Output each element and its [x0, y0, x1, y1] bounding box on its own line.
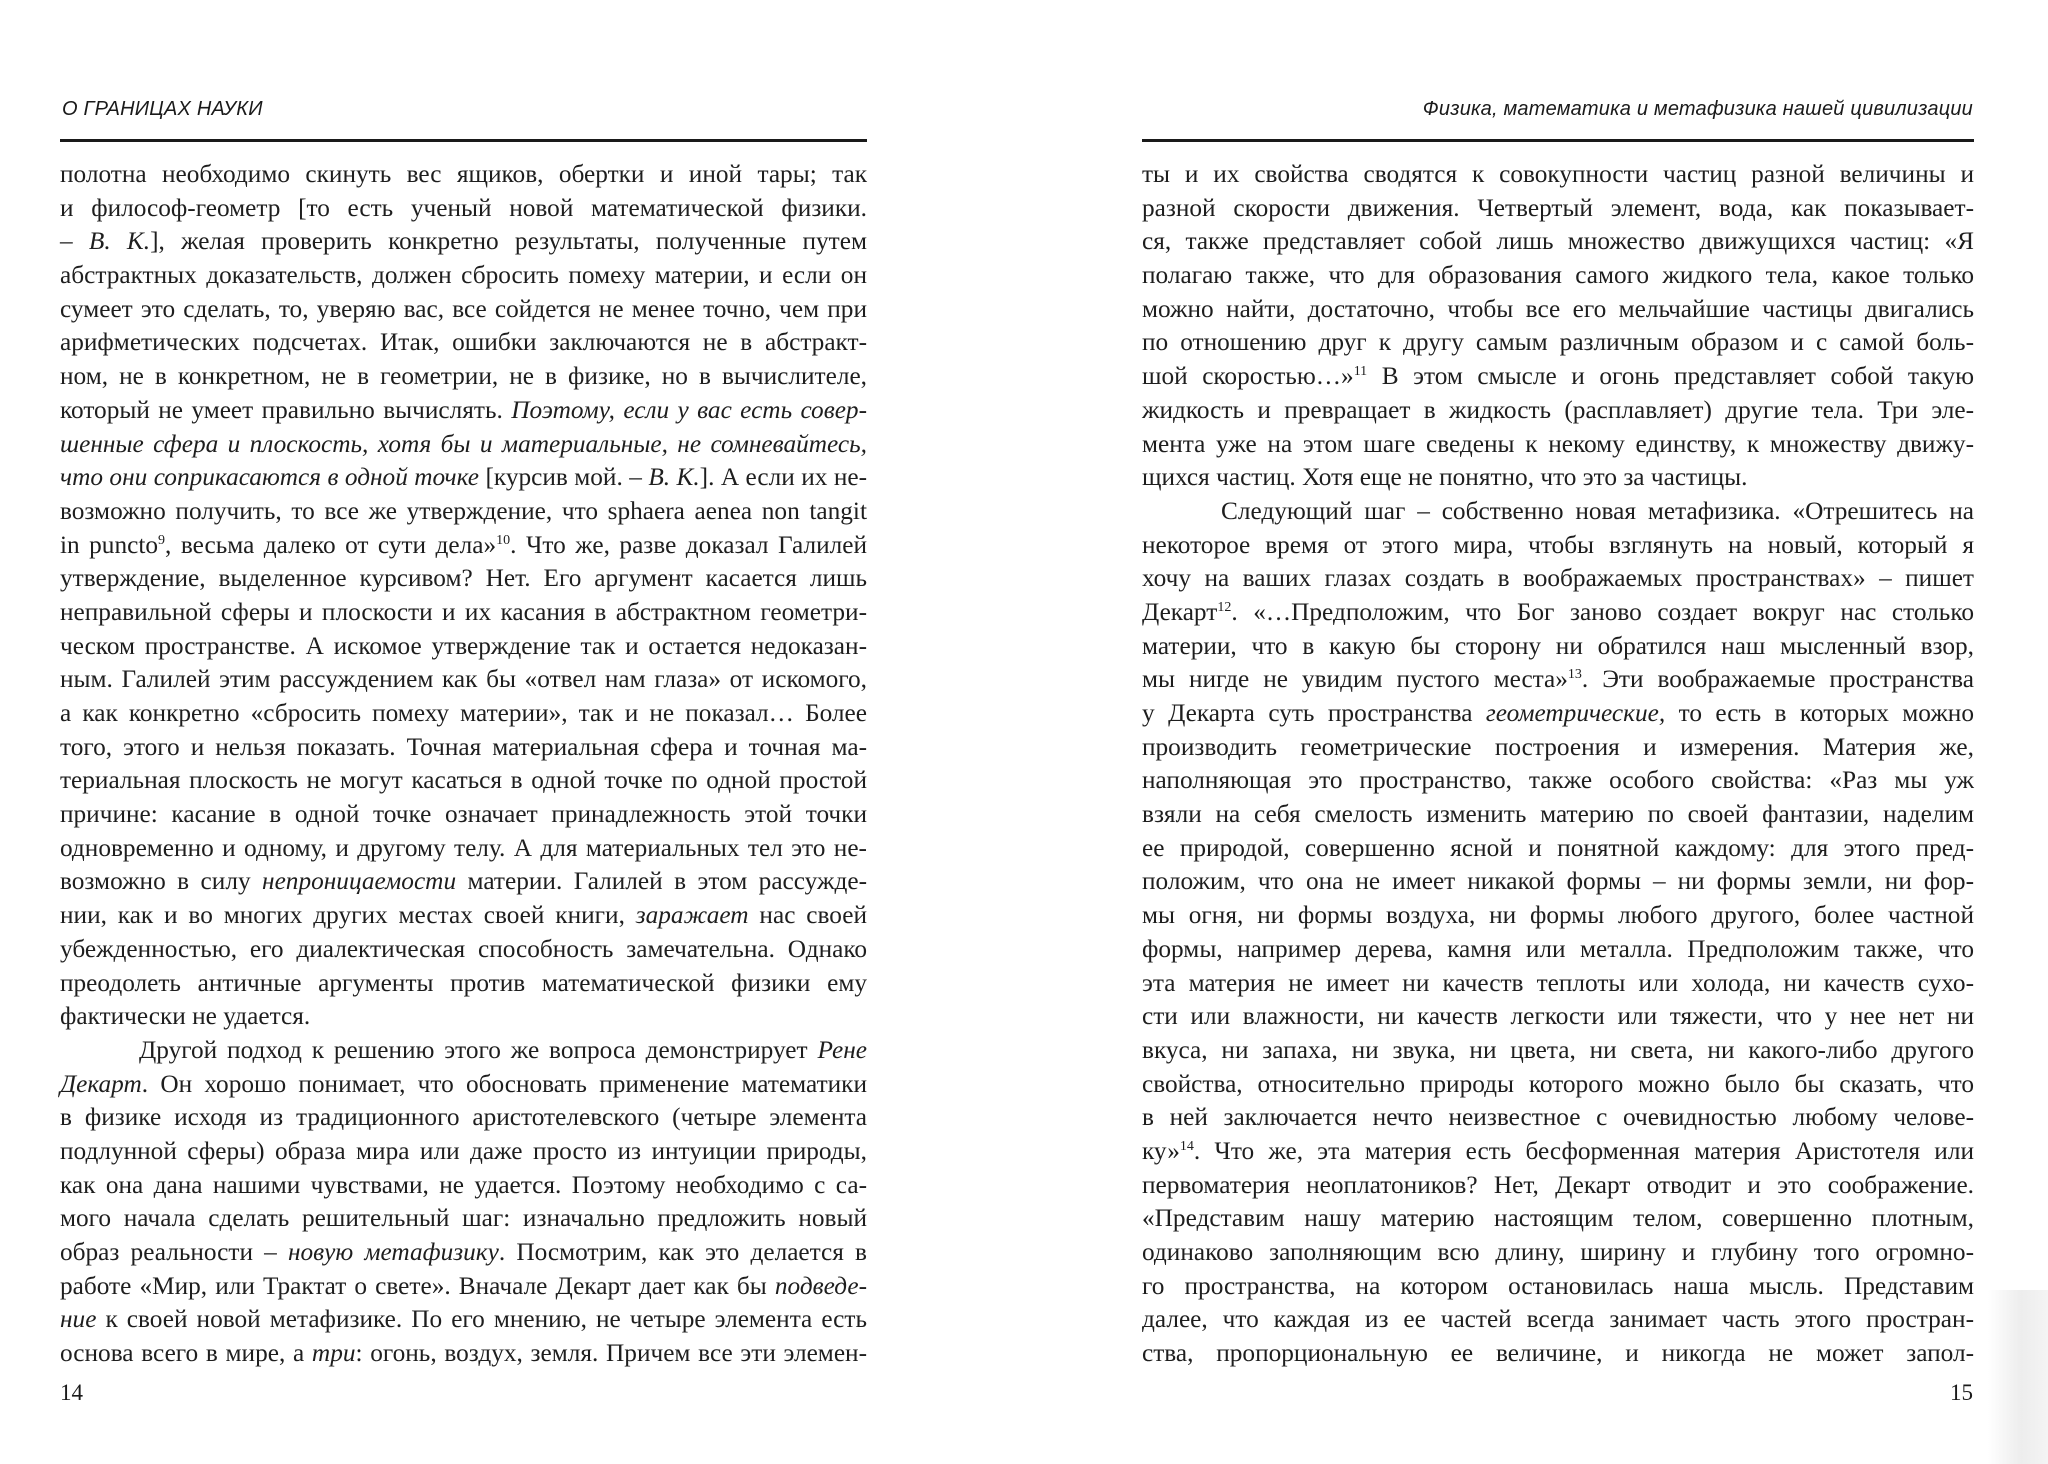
text-line: взяли на себя смелость изменить материю по своей фантазии, наделим: [1142, 800, 1974, 829]
text-line: ства, пропорциональную ее величине, и никогда не может запол-: [1142, 1339, 1974, 1368]
text-line: того, этого и нельзя показать. Точная материальная сфера и точная ма-: [60, 732, 867, 761]
text-line: Декарт$^{12}$. «…Предположим, что Бог заново создает вокруг нас столько: [1142, 597, 1974, 626]
page-number: 15: [1950, 1380, 1973, 1405]
page-number: 14: [60, 1380, 83, 1405]
text-line: – В. К.], желая проверить конкретно результаты, полученные путем: [60, 227, 867, 256]
text-line: который не умеет правильно вычислять. Поэтому, если у вас есть совер-: [60, 395, 867, 424]
text-line: разной скорости движения. Четвертый элемент, вода, как показывает-: [1142, 193, 1974, 222]
text-line: подлунной сферы) образа мира или даже просто из интуиции природы,: [60, 1136, 867, 1165]
text-line: причине: касание в одной точке означает принадлежность этой точки: [60, 800, 867, 829]
text-line: по отношению друг к другу самым различным образом и с самой боль-: [1142, 328, 1974, 357]
text-line: возможно получить, то все же утверждение, что sphaera aenea non tangit: [60, 496, 867, 525]
text-line: положим, что она не имеет никакой формы – ни формы земли, ни фор-: [1142, 867, 1974, 896]
text-line: как она дана нашими чувствами, не удается. Поэтому необходимо с са-: [60, 1170, 867, 1199]
text-line: нии, как и во многих других местах своей книги, заражает нас своей: [60, 901, 867, 930]
text-line: убежденностью, его диалектическая способность замечательна. Однако: [60, 934, 867, 963]
text-line: сумеет это сделать, то, уверяю вас, все сойдется не менее точно, чем при: [60, 294, 867, 323]
text-line: полагаю также, что для образования самого жидкого тела, какое только: [1142, 261, 1974, 290]
body-text: [60, 158, 867, 1371]
text-line: и философ-геометр [то есть ученый новой математической физики.: [60, 193, 867, 222]
text-line: а как конкретно «сбросить помеху материи», так и не показал… Более: [60, 699, 867, 727]
text-line: работе «Мир, или Трактат о свете». Вначале Декарт дает как бы подведе-: [60, 1271, 867, 1300]
page-curl-shadow: [1988, 1290, 2048, 1464]
text-line: одновременно и одному, и другому телу. А для материальных тел это не-: [60, 833, 867, 862]
text-line: преодолеть античные аргументы против математической физики ему: [60, 968, 867, 997]
text-line: вкуса, ни запаха, ни звука, ни цвета, ни света, ни какого-либо другого: [1142, 1035, 1974, 1064]
text-line: in puncto$^9$, весьма далеко от сути дела»$^{10}$. Что же, разве доказал Галилей: [60, 530, 867, 559]
text-line: ческом пространстве. А искомое утверждение так и остается недоказан-: [60, 631, 867, 660]
text-line: первоматерия неоплатоников? Нет, Декарт отводит и это соображение.: [1142, 1170, 1974, 1199]
text-line: образ реальности – новую метафизику. Посмотрим, как это делается в: [60, 1238, 867, 1266]
text-line: неправильной сферы и плоскости и их касания в абстрактном геометри-: [60, 597, 867, 626]
body-text: [1142, 158, 1974, 1371]
text-line: шенные сфера и плоскость, хотя бы и материальные, не сомневайтесь,: [60, 429, 867, 458]
text-line: фактически не удается.: [60, 1002, 311, 1031]
text-line: абстрактных доказательств, должен сбросить помеху материи, и если он: [60, 261, 867, 290]
text-line: ном, не в конкретном, не в геометрии, не в физике, но в вычислителе,: [60, 362, 867, 391]
text-line: материи, что в какую бы сторону ни обратился наш мысленный взор,: [1142, 631, 1974, 660]
text-line: ее природой, совершенно ясной и понятной каждому: для этого пред-: [1142, 833, 1974, 862]
text-line: «Представим нашу материю настоящим телом, совершенно плотным,: [1142, 1204, 1974, 1233]
text-line: жидкость и превращает в жидкость (расплавляет) другие тела. Три эле-: [1142, 395, 1974, 424]
text-line: формы, например дерева, камня или металла. Предположим также, что: [1142, 934, 1974, 963]
text-line: далее, что каждая из ее частей всегда занимает часть этого простран-: [1142, 1305, 1974, 1334]
right-page: [1024, 0, 2048, 1464]
text-line: в ней заключается нечто неизвестное с очевидностью любому челове-: [1142, 1103, 1974, 1132]
text-line: ты и их свойства сводятся к совокупности частиц разной величины и: [1142, 160, 1974, 188]
text-line: мы огня, ни формы воздуха, ни формы любого другого, более частной: [1142, 901, 1974, 930]
text-line: что они соприкасаются в одной точке [курсив мой. – В. К.]. А если их не-: [60, 463, 868, 492]
text-line: свойства, относительно природы которого можно было бы сказать, что: [1142, 1069, 1974, 1098]
text-line: мента уже на этом шаге сведены к некому единству, к множеству движу-: [1142, 429, 1974, 458]
header-rule: [60, 139, 867, 142]
header-rule: [1142, 139, 1974, 142]
text-line: териальная плоскость не могут касаться в одной точке по одной простой: [60, 766, 867, 795]
text-line: мы нигде не увидим пустого места»$^{13}$. Эти воображаемые пространства: [1142, 665, 1974, 694]
text-line: некоторое время от этого мира, чтобы взглянуть на новый, который я: [1142, 530, 1974, 559]
text-line: ку»$^{14}$. Что же, эта материя есть бесформенная материя Аристотеля или: [1142, 1136, 1974, 1165]
text-line: ся, также представляет собой лишь множество движущихся частиц: «Я: [1142, 227, 1974, 256]
text-line: го пространства, на котором остановилась наша мысль. Представим: [1142, 1271, 1974, 1300]
text-line: Другой подход к решению этого же вопроса демонстрирует Рене: [139, 1035, 867, 1064]
text-line: в физике исходя из традиционного аристотелевского (четыре элемента: [60, 1103, 867, 1132]
text-line: полотна необходимо скинуть вес ящиков, обертки и иной тары; так: [60, 160, 867, 188]
text-line: мого начала сделать решительный шаг: изначально предложить новый: [60, 1204, 867, 1233]
running-head: Физика, математика и метафизика нашей цивилизации: [1422, 98, 1973, 120]
text-line: Декарт. Он хорошо понимает, что обосновать применение математики: [60, 1069, 867, 1098]
text-line: ным. Галилей этим рассуждением как бы «отвел нам глаза» от искомого,: [60, 665, 867, 694]
text-line: сти или влажности, ни качеств легкости или тяжести, что у нее нет ни: [1142, 1002, 1974, 1031]
text-line: щихся частиц. Хотя еще не понятно, что это за частицы.: [1142, 463, 1748, 492]
text-line: производить геометрические построения и измерения. Материя же,: [1142, 732, 1974, 761]
text-line: наполняющая это пространство, также особого свойства: «Раз мы уж: [1142, 766, 1974, 795]
text-line: основа всего в мире, а три: огонь, воздух, земля. Причем все эти элемен-: [60, 1339, 868, 1368]
text-line: эта материя не имеет ни качеств теплоты или холода, ни качеств сухо-: [1142, 968, 1974, 997]
text-line: ние к своей новой метафизике. По его мнению, не четыре элемента есть: [60, 1305, 867, 1334]
text-line: одинаково заполняющим всю длину, ширину и глубину того огромно-: [1142, 1238, 1974, 1266]
text-line: можно найти, достаточно, чтобы все его мельчайшие частицы двигались: [1142, 294, 1974, 323]
text-line: утверждение, выделенное курсивом? Нет. Его аргумент касается лишь: [60, 564, 867, 593]
text-line: хочу на ваших глазах создать в воображаемых пространствах» – пишет: [1142, 564, 1974, 593]
text-line: шой скоростью…»$^{11}$ В этом смысле и огонь представляет собой такую: [1142, 362, 1974, 391]
text-line: арифметических подсчетах. Итак, ошибки заключаются не в абстракт-: [60, 328, 867, 357]
text-line: у Декарта суть пространства геометрические, то есть в которых можно: [1142, 699, 1974, 727]
text-line: возможно в силу непроницаемости материи. Галилей в этом рассужде-: [60, 867, 868, 896]
running-head: О ГРАНИЦАХ НАУКИ: [62, 98, 263, 120]
text-line: Следующий шаг – собственно новая метафизика. «Отрешитесь на: [1221, 496, 1974, 525]
